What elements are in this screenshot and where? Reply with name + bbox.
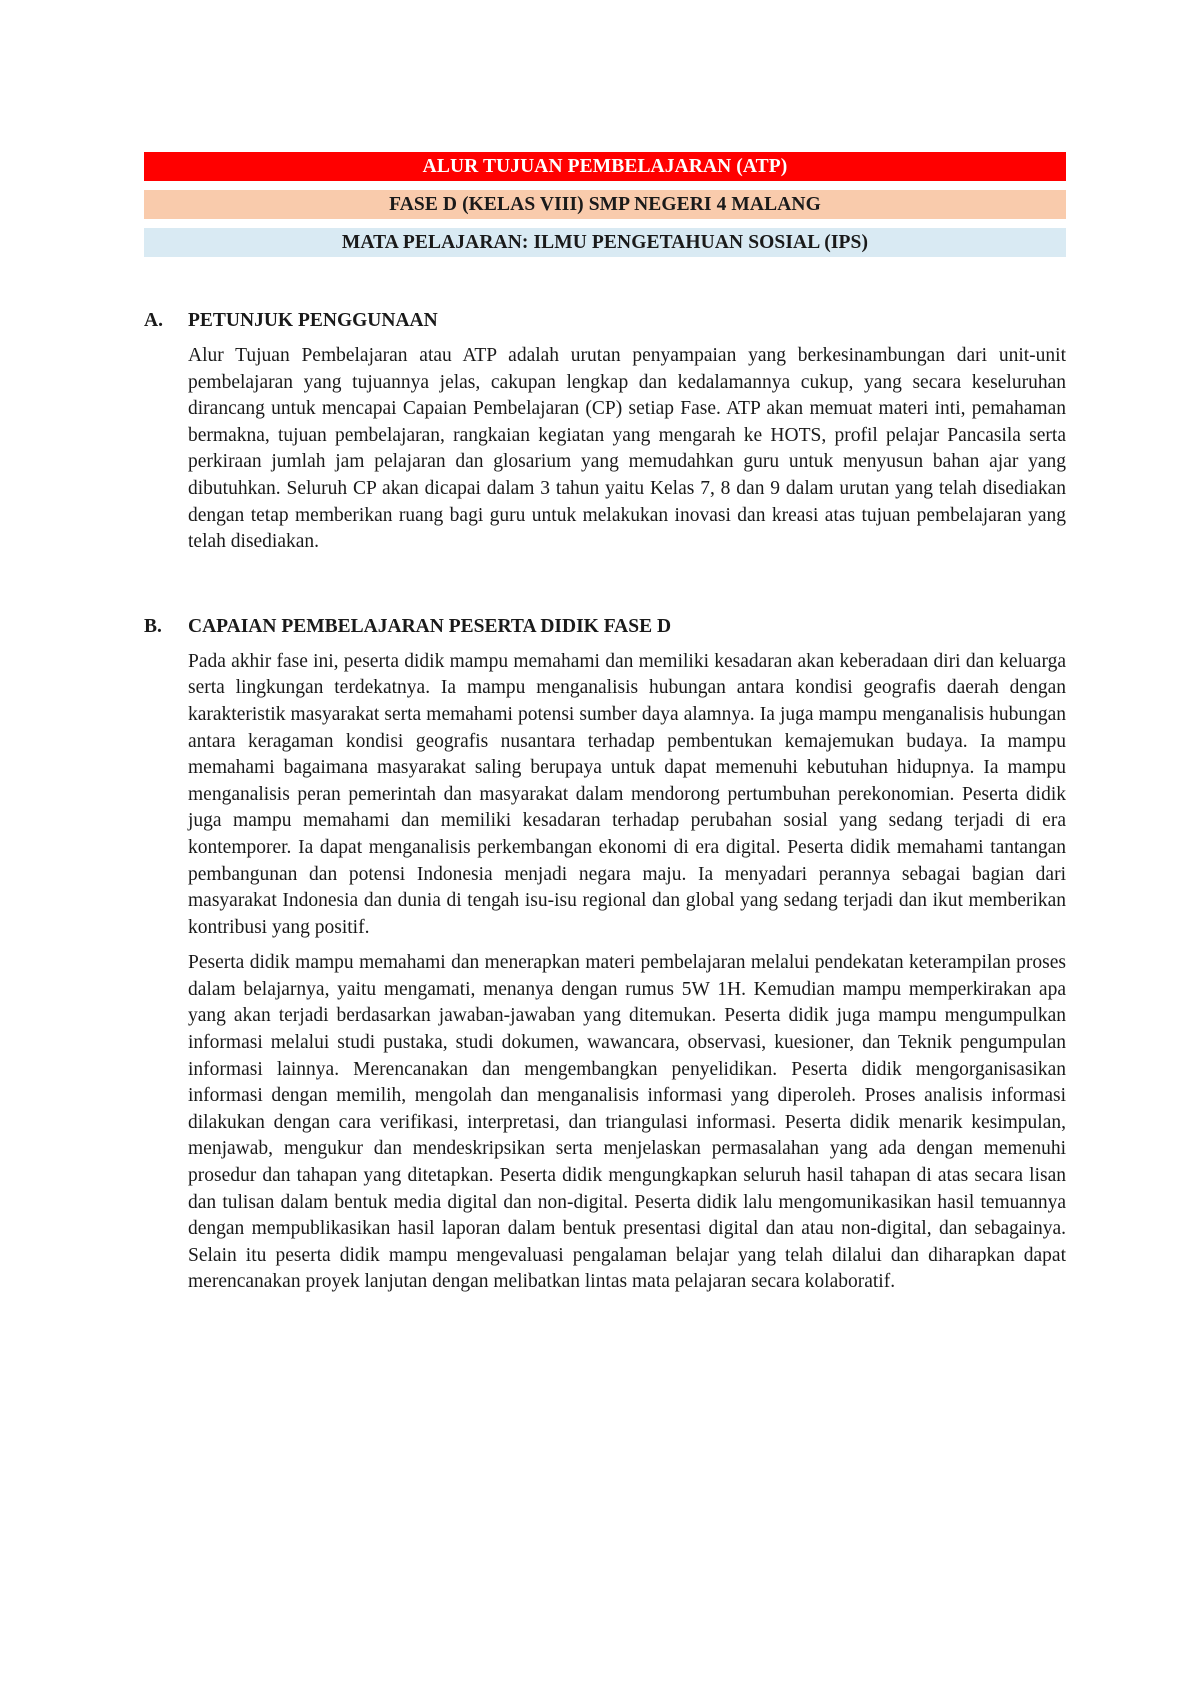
section-paragraph: Alur Tujuan Pembelajaran atau ATP adalah urutan penyampaian yang berkesinambungan dari unit-unit pembelajaran yang tujuannya jelas, cakupan lengkap dan kedalamannya cukup, yang secara keseluruhan dirancang untuk mencapai Capaian Pembelajaran (CP) setiap Fase. ATP akan memuat materi inti, pemahaman bermakna, tujuan pembelajaran, rangkaian kegiatan yang mengarah ke HOTS, profil pelajar Pancasila serta perkiraan jumlah jam pelajaran dan glosarium yang memudahkan guru untuk menyusun bahan ajar yang dibutuhkan. Seluruh CP akan dicapai dalam 3 tahun yaitu Kelas 7, 8 dan 9 dalam urutan yang telah disediakan dengan tetap memberikan ruang bagi guru untuk melakukan inovasi dan kreasi atas tujuan pembelajaran yang telah disediakan.	[188, 345, 1066, 553]
section-heading	[144, 614, 1065, 640]
document-title: ALUR TUJUAN PEMBELAJARAN (ATP)	[422, 155, 788, 177]
section-paragraph: Pada akhir fase ini, peserta didik mampu memahami dan memiliki kesadaran akan keberadaan diri dan keluarga serta lingkungan terdekatnya. Ia mampu menganalisis hubungan antara kondisi geografis daerah dengan karakteristik masyarakat serta memahami potensi sumber daya alamnya. Ia juga mampu menganalisis hubungan antara keragaman kondisi geografis nusantara terhadap pembentukan kemajemukan budaya. Ia mampu memahami bagaimana masyarakat saling berupaya untuk dapat memenuhi kebutuhan hidupnya. Ia mampu menganalisis peran pemerintah dan masyarakat dalam mendorong pertumbuhan perekonomian. Peserta didik juga mampu memahami dan memiliki kesadaran terhadap perubahan sosial yang sedang terjadi di era kontemporer. Ia dapat menganalisis perkembangan ekonomi di era digital. Peserta didik memahami tantangan pembangunan dan potensi Indonesia menjadi negara maju. Ia menyadari perannya sebagai bagian dari masyarakat Indonesia dan dunia di tengah isu-isu regional dan global yang sedang terjadi dan ikut memberikan kontribusi yang positif.	[188, 650, 1066, 938]
section-heading	[144, 308, 1065, 334]
phase-title: FASE D (KELAS VIII) SMP NEGERI 4 MALANG	[389, 193, 821, 215]
section-capaian-pembelajaran	[144, 614, 1065, 1296]
section-title: CAPAIAN PEMBELAJARAN PESERTA DIDIK FASE D	[188, 615, 672, 637]
section-letter: B.	[144, 615, 162, 637]
section-letter: A.	[144, 310, 163, 331]
subject-banner	[144, 228, 1066, 257]
section-paragraph: Peserta didik mampu memahami dan menerapkan materi pembelajaran melalui pendekatan keterampilan proses dalam belajarnya, yaitu mengamati, menanya dengan rumus 5W 1H. Kemudian mampu memperkirakan apa yang akan terjadi berdasarkan jawaban-jawaban yang ditemukan. Peserta didik juga mampu mengumpulkan informasi melalui studi pustaka, studi dokumen, wawancara, observasi, kuesioner, dan Teknik pengumpulan informasi lainnya. Merencanakan dan mengembangkan penyelidikan. Peserta didik mengorganisasikan informasi dengan memilih, mengolah dan menganalisis informasi yang diperoleh. Proses analisis informasi dilakukan dengan cara verifikasi, interpretasi, dan triangulasi informasi. Peserta didik menarik kesimpulan, menjawab, mengukur dan mendeskripsikan serta menjelaskan permasalahan yang ada dengan memenuhi prosedur dan tahapan yang ditetapkan. Peserta didik mengungkapkan seluruh hasil tahapan di atas secara lisan dan tulisan dalam bentuk media digital dan non-digital. Peserta didik lalu mengomunikasikan hasil temuannya dengan mempublikasikan hasil laporan dalam bentuk presentasi digital dan atau non-digital, dan sebagainya. Selain itu peserta didik mampu mengevaluasi pengalaman belajar yang telah dilalui dan diharapkan dapat merencanakan proyek lanjutan dengan melibatkan lintas mata pelajaran secara kolaboratif.	[188, 952, 1066, 1293]
section-petunjuk-penggunaan	[144, 308, 1065, 556]
section-title: PETUNJUK PENGGUNAAN	[188, 310, 438, 331]
document-title-banner	[144, 152, 1066, 181]
phase-banner	[144, 190, 1066, 219]
subject-title: MATA PELAJARAN: ILMU PENGETAHUAN SOSIAL (IPS)	[341, 231, 869, 253]
